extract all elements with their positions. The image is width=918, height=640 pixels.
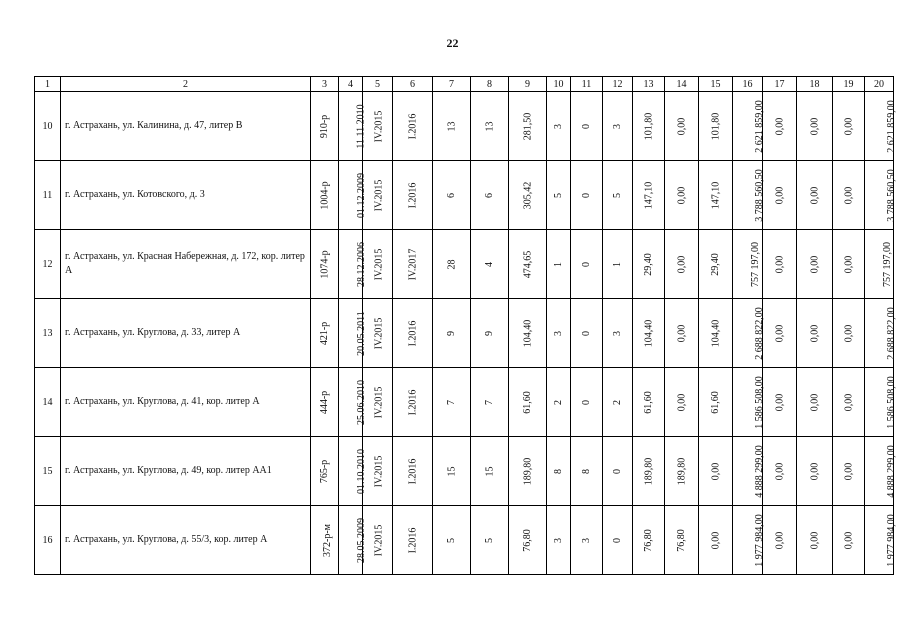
col17-cell (763, 92, 797, 161)
col12-value: 0 (612, 468, 623, 474)
col15-cell (699, 368, 733, 437)
col12-value: 3 (612, 330, 623, 336)
end-period-value: I.2016 (407, 320, 418, 346)
order-date-value: 28.12.2006 (356, 241, 367, 287)
order-date-cell (339, 299, 367, 368)
col14-value: 0,00 (676, 393, 687, 411)
col14-cell (665, 437, 699, 506)
order-date-cell (339, 161, 367, 230)
col10-cell (547, 368, 571, 437)
area-cell (509, 506, 547, 575)
col17-cell (763, 161, 797, 230)
col15-value: 104,40 (710, 319, 721, 347)
end-period-cell (393, 506, 433, 575)
col13-value: 189,80 (643, 457, 654, 485)
area-value: 104,40 (522, 319, 533, 347)
col14-value: 76,80 (676, 528, 687, 552)
col15-cell (699, 230, 733, 299)
column-header-5: 5 (363, 77, 393, 92)
start-period-cell (363, 368, 393, 437)
col15-cell (699, 299, 733, 368)
col19-cell (833, 299, 865, 368)
col7-value: 13 (446, 121, 457, 131)
col12-cell (603, 299, 633, 368)
col13-cell (633, 506, 665, 575)
col11-value: 8 (581, 468, 592, 474)
col20-value: 757 197,00 (882, 241, 893, 287)
address-cell: г. Астрахань, ул. Круглова, д. 41, кор. литер А (61, 368, 311, 437)
col12-value: 5 (612, 192, 623, 198)
order-number-cell (311, 506, 339, 575)
col8-value: 4 (484, 261, 495, 267)
col20-cell (865, 437, 897, 506)
address-cell: г. Астрахань, ул. Котовского, д. 3 (61, 161, 311, 230)
col15-cell (699, 506, 733, 575)
col8-cell (471, 368, 509, 437)
col17-cell (763, 437, 797, 506)
order-number-cell (311, 299, 339, 368)
col10-value: 3 (553, 330, 564, 336)
col20-value: 2 688 822,00 (885, 306, 897, 360)
col19-cell (833, 506, 865, 575)
row-number: 14 (35, 368, 61, 437)
area-cell (509, 92, 547, 161)
area-cell (509, 368, 547, 437)
col19-value: 0,00 (843, 324, 854, 342)
table-row (35, 368, 894, 437)
col15-value: 101,80 (710, 112, 721, 140)
col10-value: 8 (553, 468, 564, 474)
col15-cell (699, 92, 733, 161)
col20-value: 4 888 299,00 (885, 444, 897, 498)
start-period-value: IV.2015 (373, 110, 385, 142)
table-row (35, 230, 894, 299)
row-number: 15 (35, 437, 61, 506)
column-header-14: 14 (665, 77, 699, 92)
order-number-cell (311, 230, 339, 299)
col19-cell (833, 92, 865, 161)
col17-cell (763, 299, 797, 368)
col16-value: 3 788 560,50 (753, 168, 765, 222)
col17-cell (763, 230, 797, 299)
col16-value: 2 688 822,00 (753, 306, 765, 360)
col7-cell (433, 437, 471, 506)
page-number: 22 (446, 36, 459, 50)
col14-cell (665, 161, 699, 230)
col19-cell (833, 368, 865, 437)
col11-cell (571, 368, 603, 437)
col19-value: 0,00 (843, 255, 854, 273)
col12-cell (603, 437, 633, 506)
col8-cell (471, 92, 509, 161)
row-number: 16 (35, 506, 61, 575)
col20-cell (865, 506, 897, 575)
col11-value: 0 (581, 192, 592, 198)
col15-value: 29,40 (710, 252, 721, 276)
col20-value: 2 621 859,00 (885, 99, 897, 153)
col7-value: 28 (446, 259, 457, 269)
order-date-cell (339, 437, 367, 506)
col13-value: 104,40 (643, 319, 654, 347)
start-period-cell (363, 299, 393, 368)
col19-value: 0,00 (843, 186, 854, 204)
order-date-value: 28.05.2009 (356, 517, 367, 563)
col8-cell (471, 437, 509, 506)
col15-value: 0,00 (710, 462, 721, 480)
col16-cell (733, 230, 763, 299)
row-number: 12 (35, 230, 61, 299)
order-date-value: 01.12.2009 (356, 172, 367, 218)
col18-value: 0,00 (809, 255, 820, 273)
col8-value: 6 (484, 192, 495, 198)
end-period-value: I.2016 (407, 113, 418, 139)
col11-value: 0 (581, 330, 592, 336)
col20-cell (865, 161, 897, 230)
col12-cell (603, 506, 633, 575)
area-cell (509, 299, 547, 368)
column-header-20: 20 (865, 77, 894, 92)
col18-cell (797, 506, 833, 575)
col7-cell (433, 230, 471, 299)
column-header-11: 11 (571, 77, 603, 92)
col10-value: 3 (553, 123, 564, 129)
table-row (35, 161, 894, 230)
col7-value: 6 (446, 192, 457, 198)
col10-value: 2 (553, 399, 564, 405)
col20-value: 1 977 984,00 (885, 513, 897, 567)
start-period-cell (363, 230, 393, 299)
column-header-9: 9 (509, 77, 547, 92)
end-period-cell (393, 437, 433, 506)
row-number: 13 (35, 299, 61, 368)
col12-cell (603, 368, 633, 437)
col14-value: 0,00 (676, 117, 687, 135)
col16-cell (733, 437, 763, 506)
col16-cell (733, 368, 763, 437)
col16-cell (733, 506, 763, 575)
end-period-value: I.2016 (407, 458, 418, 484)
col7-value: 7 (446, 399, 457, 405)
col12-cell (603, 161, 633, 230)
col15-cell (699, 437, 733, 506)
col12-value: 3 (612, 123, 623, 129)
column-header-12: 12 (603, 77, 633, 92)
col13-value: 101,80 (643, 112, 654, 140)
area-value: 305,42 (522, 181, 533, 209)
col13-cell (633, 437, 665, 506)
col16-value: 1 586 508,00 (753, 375, 765, 429)
order-number-value: 765-р (319, 459, 330, 483)
start-period-value: IV.2015 (373, 179, 385, 211)
order-date-cell (339, 506, 367, 575)
col16-cell (733, 92, 763, 161)
col17-value: 0,00 (774, 531, 785, 549)
col18-cell (797, 230, 833, 299)
end-period-cell (393, 368, 433, 437)
start-period-value: IV.2015 (373, 317, 385, 349)
col19-cell (833, 437, 865, 506)
col14-cell (665, 368, 699, 437)
column-header-8: 8 (471, 77, 509, 92)
column-header-17: 17 (763, 77, 797, 92)
column-header-7: 7 (433, 77, 471, 92)
col18-value: 0,00 (809, 117, 820, 135)
col14-value: 189,80 (676, 457, 687, 485)
start-period-cell (363, 161, 393, 230)
col12-cell (603, 92, 633, 161)
start-period-cell (363, 437, 393, 506)
col11-cell (571, 506, 603, 575)
col14-cell (665, 92, 699, 161)
order-number-cell (311, 161, 339, 230)
address-cell: г. Астрахань, ул. Калинина, д. 47, литер В (61, 92, 311, 161)
col16-value: 1 977 984,00 (753, 513, 765, 567)
order-number-cell (311, 92, 339, 161)
address-cell: г. Астрахань, ул. Круглова, д. 55/3, кор. литер А (61, 506, 311, 575)
order-number-value: 1074-р (319, 249, 331, 279)
registry-table (34, 76, 897, 575)
end-period-value: I.2016 (407, 389, 418, 415)
col8-cell (471, 506, 509, 575)
area-value: 76,80 (522, 528, 533, 552)
col10-cell (547, 437, 571, 506)
col7-value: 9 (446, 330, 457, 336)
col8-cell (471, 230, 509, 299)
col17-value: 0,00 (774, 117, 785, 135)
col18-cell (797, 92, 833, 161)
col7-cell (433, 161, 471, 230)
col11-value: 0 (581, 123, 592, 129)
col14-value: 0,00 (676, 186, 687, 204)
col7-value: 15 (446, 466, 457, 476)
order-date-value: 01.10.2010 (356, 448, 367, 494)
header-row (35, 77, 894, 92)
col11-cell (571, 299, 603, 368)
order-number-value: 444-р (319, 390, 330, 414)
col11-value: 0 (581, 261, 592, 267)
order-number-value: 372-р-м (322, 523, 333, 557)
col11-cell (571, 161, 603, 230)
column-header-13: 13 (633, 77, 665, 92)
order-date-value: 11.11.2010 (355, 103, 367, 149)
column-header-16: 16 (733, 77, 763, 92)
col18-value: 0,00 (809, 531, 820, 549)
col15-cell (699, 161, 733, 230)
col11-value: 0 (581, 399, 592, 405)
row-number: 11 (35, 161, 61, 230)
address-cell: г. Астрахань, ул. Красная Набережная, д. 172, кор. литер А (61, 230, 311, 299)
col13-cell (633, 299, 665, 368)
col18-cell (797, 437, 833, 506)
column-header-15: 15 (699, 77, 733, 92)
col13-value: 61,60 (643, 390, 654, 414)
end-period-value: I.2016 (407, 527, 418, 553)
col11-cell (571, 92, 603, 161)
col18-value: 0,00 (809, 186, 820, 204)
col19-cell (833, 161, 865, 230)
col7-cell (433, 299, 471, 368)
area-value: 281,50 (522, 112, 533, 140)
col11-value: 3 (581, 537, 592, 543)
col7-cell (433, 92, 471, 161)
column-header-10: 10 (547, 77, 571, 92)
column-header-19: 19 (833, 77, 865, 92)
col7-cell (433, 368, 471, 437)
col20-cell (865, 230, 894, 299)
col19-value: 0,00 (843, 117, 854, 135)
end-period-cell (393, 92, 433, 161)
order-number-value: 910-р (319, 114, 330, 138)
column-header-6: 6 (393, 77, 433, 92)
col17-value: 0,00 (774, 186, 785, 204)
col7-value: 5 (446, 537, 457, 543)
start-period-value: IV.2015 (373, 524, 385, 556)
col19-cell (833, 230, 865, 299)
col10-cell (547, 299, 571, 368)
address-cell: г. Астрахань, ул. Круглова, д. 33, литер А (61, 299, 311, 368)
order-date-value: 25.06.2010 (356, 379, 367, 425)
column-header-4: 4 (339, 77, 363, 92)
column-header-1: 1 (35, 77, 61, 92)
order-number-cell (311, 368, 339, 437)
end-period-value: IV.2017 (406, 248, 418, 280)
area-value: 189,80 (522, 457, 533, 485)
col17-value: 0,00 (774, 393, 785, 411)
col17-cell (763, 506, 797, 575)
col10-cell (547, 92, 571, 161)
col18-cell (797, 161, 833, 230)
start-period-cell (363, 506, 393, 575)
col16-value: 4 888 299,00 (753, 444, 765, 498)
col12-cell (603, 230, 633, 299)
col18-value: 0,00 (809, 324, 820, 342)
col14-cell (665, 299, 699, 368)
start-period-value: IV.2015 (373, 455, 385, 487)
order-number-cell (311, 437, 339, 506)
col16-value: 757 197,00 (750, 241, 761, 287)
col18-cell (797, 299, 833, 368)
col8-value: 13 (484, 121, 495, 131)
table-row (35, 299, 894, 368)
order-date-value: 20.05.2011 (355, 310, 367, 356)
col8-value: 9 (484, 330, 495, 336)
area-value: 61,60 (522, 390, 533, 414)
column-header-3: 3 (311, 77, 339, 92)
area-cell (509, 437, 547, 506)
col17-value: 0,00 (774, 255, 785, 273)
col13-cell (633, 92, 665, 161)
col10-cell (547, 506, 571, 575)
col18-value: 0,00 (809, 393, 820, 411)
col17-value: 0,00 (774, 324, 785, 342)
col13-cell (633, 368, 665, 437)
col8-cell (471, 299, 509, 368)
col11-cell (571, 437, 603, 506)
col20-cell (865, 299, 897, 368)
col14-cell (665, 506, 699, 575)
area-cell (509, 230, 547, 299)
col10-cell (547, 230, 571, 299)
table-row (35, 437, 894, 506)
col8-cell (471, 161, 509, 230)
end-period-value: I.2016 (407, 182, 418, 208)
col10-value: 1 (553, 261, 564, 267)
col8-value: 5 (484, 537, 495, 543)
col13-value: 29,40 (643, 252, 654, 276)
col18-value: 0,00 (809, 462, 820, 480)
end-period-cell (393, 230, 433, 299)
col14-cell (665, 230, 699, 299)
col19-value: 0,00 (843, 462, 854, 480)
table-row (35, 506, 894, 575)
col12-value: 1 (612, 261, 623, 267)
order-number-value: 1004-р (319, 180, 331, 210)
table-row (35, 92, 894, 161)
col13-cell (633, 230, 665, 299)
col20-cell (865, 92, 897, 161)
col19-value: 0,00 (843, 393, 854, 411)
col19-value: 0,00 (843, 531, 854, 549)
col17-cell (763, 368, 797, 437)
column-header-18: 18 (797, 77, 833, 92)
area-cell (509, 161, 547, 230)
start-period-cell (363, 92, 393, 161)
col8-value: 7 (484, 399, 495, 405)
col13-value: 76,80 (643, 528, 654, 552)
start-period-value: IV.2015 (373, 248, 385, 280)
col13-value: 147,10 (643, 181, 654, 209)
area-value: 474,65 (522, 250, 533, 278)
order-number-value: 421-р (319, 321, 330, 345)
row-number: 10 (35, 92, 61, 161)
col15-value: 147,10 (710, 181, 721, 209)
col20-value: 3 788 560,50 (885, 168, 897, 222)
address-cell: г. Астрахань, ул. Круглова, д. 49, кор. литер АА1 (61, 437, 311, 506)
col16-value: 2 621 859,00 (753, 99, 765, 153)
col7-cell (433, 506, 471, 575)
end-period-cell (393, 161, 433, 230)
col15-value: 0,00 (710, 531, 721, 549)
col13-cell (633, 161, 665, 230)
col12-value: 0 (612, 537, 623, 543)
col10-value: 3 (553, 537, 564, 543)
column-header-2: 2 (61, 77, 311, 92)
col20-value: 1 586 508,00 (885, 375, 897, 429)
end-period-cell (393, 299, 433, 368)
col10-cell (547, 161, 571, 230)
order-date-cell (339, 230, 367, 299)
col20-cell (865, 368, 897, 437)
col14-value: 0,00 (676, 255, 687, 273)
col16-cell (733, 161, 763, 230)
order-date-cell (339, 368, 367, 437)
col17-value: 0,00 (774, 462, 785, 480)
col8-value: 15 (484, 466, 495, 476)
col16-cell (733, 299, 763, 368)
col12-value: 2 (612, 399, 623, 405)
col10-value: 5 (553, 192, 564, 198)
col11-cell (571, 230, 603, 299)
col18-cell (797, 368, 833, 437)
col14-value: 0,00 (676, 324, 687, 342)
start-period-value: IV.2015 (373, 386, 385, 418)
col15-value: 61,60 (710, 390, 721, 414)
order-date-cell (339, 92, 367, 161)
